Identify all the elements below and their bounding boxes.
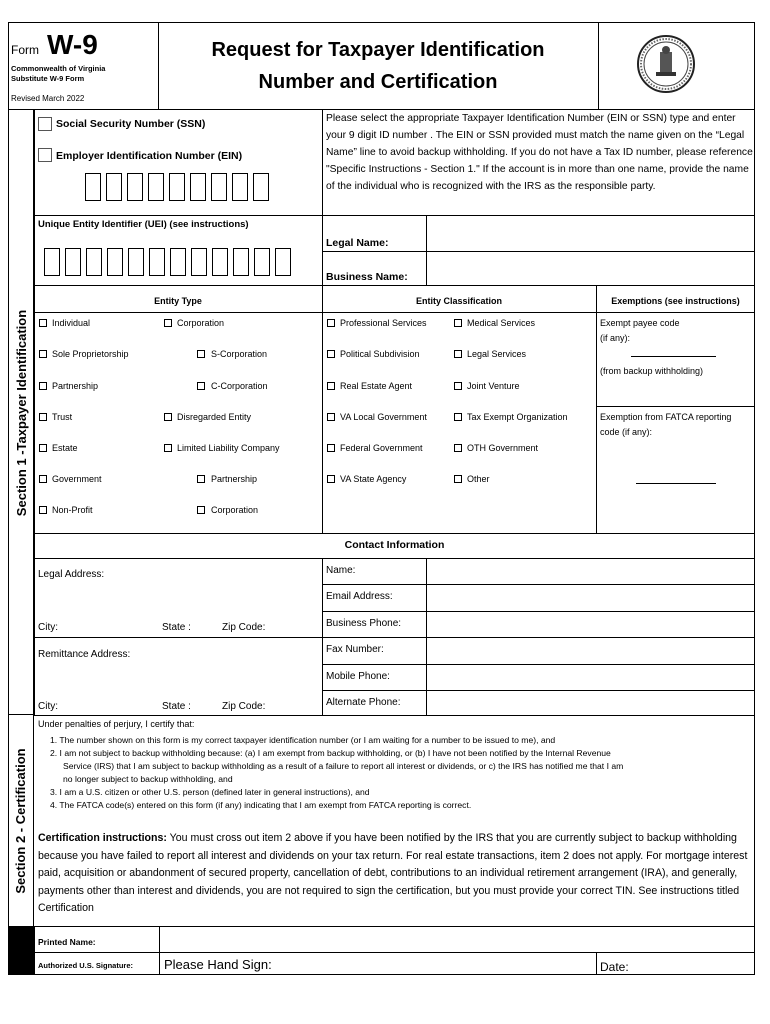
exemptions-header: Exemptions (see instructions) bbox=[611, 296, 740, 306]
entity-class-header: Entity Classification bbox=[415, 296, 503, 306]
business-name-label: Business Name: bbox=[326, 271, 408, 283]
section2-label: Section 2 - Certification bbox=[13, 748, 28, 894]
mobile-phone-label: Mobile Phone: bbox=[326, 671, 390, 682]
form-word: Form bbox=[11, 43, 39, 57]
uei-digit-8[interactable] bbox=[191, 248, 207, 276]
exempt-payee-label-2: (if any): bbox=[600, 333, 631, 343]
fax-label: Fax Number: bbox=[326, 644, 384, 655]
tin-digit-6[interactable] bbox=[190, 173, 206, 201]
tin-digit-2[interactable] bbox=[106, 173, 122, 201]
business-name-field[interactable] bbox=[427, 252, 754, 285]
uei-digit-9[interactable] bbox=[212, 248, 228, 276]
cert-item-2b: Service (IRS) that I am subject to backup withholding as a result of a failure to report all interest or dividends, or c) the IRS has notified me that I am bbox=[63, 761, 624, 771]
uei-digit-4[interactable] bbox=[107, 248, 123, 276]
uei-digit-11[interactable] bbox=[254, 248, 270, 276]
cert-instructions-text: You must cross out item 2 above if you have been notified by the IRS that you are currently subject to backup withholding because you have failed to report all interest and dividends on your tax return. For real estate transactions, item 2 does not apply. For mortgage interest paid, acquisition or abandonment of secured property, cancellation of debt, contributions to an individual retirement arrangement (IRA), and generally, payments other than interest and dividends, you are not required to sign the certification, but you must provide your correct TIN. See instructions titled Certification bbox=[38, 832, 748, 914]
printed-name-label: Printed Name: bbox=[38, 937, 96, 947]
printed-name-field[interactable] bbox=[160, 928, 754, 951]
uei-digit-5[interactable] bbox=[128, 248, 144, 276]
fatca-code-field[interactable] bbox=[636, 483, 716, 484]
fatca-label-2: code (if any): bbox=[600, 427, 653, 437]
certification-instructions bbox=[38, 830, 752, 918]
form-title-line2: Number and Certification bbox=[258, 71, 498, 93]
email-field[interactable] bbox=[427, 585, 754, 610]
signature-sidebar bbox=[8, 927, 34, 975]
ssn-label: Social Security Number (SSN) bbox=[56, 118, 206, 130]
cert-item-2: 2. I am not subject to backup withholding because: (a) I am exempt from backup withholding, or (b) I have not been notified by the Internal Revenue bbox=[50, 748, 611, 758]
ein-checkbox[interactable] bbox=[38, 148, 52, 162]
date-label[interactable]: Date: bbox=[600, 960, 629, 974]
uei-digit-12[interactable] bbox=[275, 248, 291, 276]
backup-withholding-label: (from backup withholding) bbox=[600, 366, 704, 376]
fatca-label: Exemption from FATCA reporting bbox=[600, 412, 732, 422]
tin-digit-8[interactable] bbox=[232, 173, 248, 201]
tin-digit-9[interactable] bbox=[253, 173, 269, 201]
entity-type-header: Entity Type bbox=[154, 296, 202, 306]
hand-sign-field[interactable]: Please Hand Sign: bbox=[164, 957, 272, 972]
remit-state-label: State : bbox=[162, 701, 191, 712]
uei-digit-6[interactable] bbox=[149, 248, 165, 276]
agency-name: Commonwealth of Virginia bbox=[11, 64, 106, 73]
tin-digit-5[interactable] bbox=[169, 173, 185, 201]
zip-label: Zip Code: bbox=[222, 622, 266, 633]
perjury-intro: Under penalties of perjury, I certify that: bbox=[38, 719, 195, 729]
remit-zip-label: Zip Code: bbox=[222, 701, 266, 712]
tin-digit-3[interactable] bbox=[127, 173, 143, 201]
business-phone-label: Business Phone: bbox=[326, 618, 402, 629]
city-label: City: bbox=[38, 622, 58, 633]
contact-name-label: Name: bbox=[326, 565, 356, 576]
tin-digit-7[interactable] bbox=[211, 173, 227, 201]
tin-instructions: Please select the appropriate Taxpayer Identification Number (EIN or SSN) type and enter your 9 digit ID number . The EIN or SSN provided must match the name given on the “Legal Name” line to avoid backup withholding. If you do not have a Tax ID number, please reference "Specific Instructions - Section 1." If the account is in more than one name, provide the name of the individual who is recognized with the IRS as the responsible party. bbox=[326, 113, 753, 192]
uei-digit-7[interactable] bbox=[170, 248, 186, 276]
contact-header: Contact Information bbox=[344, 539, 445, 551]
tin-digit-1[interactable] bbox=[85, 173, 101, 201]
ssn-checkbox[interactable] bbox=[38, 117, 52, 131]
tin-digit-4[interactable] bbox=[148, 173, 164, 201]
exempt-payee-label: Exempt payee code bbox=[600, 318, 680, 328]
cert-item-4: 4. The FATCA code(s) entered on this form (if any) indicating that I am exempt from FATCA reporting is correct. bbox=[50, 800, 472, 810]
substitute-label: Substitute W-9 Form bbox=[11, 74, 85, 83]
legal-name-field[interactable] bbox=[427, 217, 754, 250]
revised-date: Revised March 2022 bbox=[11, 94, 85, 103]
fax-field[interactable] bbox=[427, 638, 754, 663]
email-label: Email Address: bbox=[326, 591, 393, 602]
cert-item-3: 3. I am a U.S. citizen or other U.S. person (defined later in general instructions), and bbox=[50, 787, 370, 797]
state-label: State : bbox=[162, 622, 191, 633]
signature-label: Authorized U.S. Signature: bbox=[38, 961, 134, 970]
legal-name-label: Legal Name: bbox=[326, 237, 389, 249]
ein-label: Employer Identification Number (EIN) bbox=[56, 150, 243, 162]
virginia-seal-icon bbox=[636, 34, 696, 94]
uei-digit-1[interactable] bbox=[44, 248, 60, 276]
mobile-phone-field[interactable] bbox=[427, 665, 754, 690]
cert-item-1: 1. The number shown on this form is my correct taxpayer identification number (or I am waiting for a number to be issued to me), and bbox=[50, 735, 556, 745]
cert-item-2c: no longer subject to backup withholding, and bbox=[63, 774, 233, 784]
uei-digit-10[interactable] bbox=[233, 248, 249, 276]
exempt-payee-field[interactable] bbox=[631, 356, 716, 357]
alternate-phone-label: Alternate Phone: bbox=[326, 697, 401, 708]
remit-city-label: City: bbox=[38, 701, 58, 712]
contact-name-field[interactable] bbox=[427, 559, 754, 584]
legal-address-label: Legal Address: bbox=[38, 569, 105, 580]
remittance-address-label: Remittance Address: bbox=[38, 649, 131, 660]
uei-label: Unique Entity Identifier (UEI) (see instructions) bbox=[38, 219, 249, 230]
cert-instructions-heading: Certification instructions: bbox=[38, 832, 167, 844]
form-title-line1: Request for Taxpayer Identification bbox=[211, 39, 545, 61]
business-phone-field[interactable] bbox=[427, 612, 754, 637]
alternate-phone-field[interactable] bbox=[427, 691, 754, 715]
section1-label: Section 1 -Taxpayer Identification bbox=[14, 309, 29, 517]
form-number: W-9 bbox=[47, 29, 98, 60]
uei-digit-3[interactable] bbox=[86, 248, 102, 276]
uei-digit-2[interactable] bbox=[65, 248, 81, 276]
